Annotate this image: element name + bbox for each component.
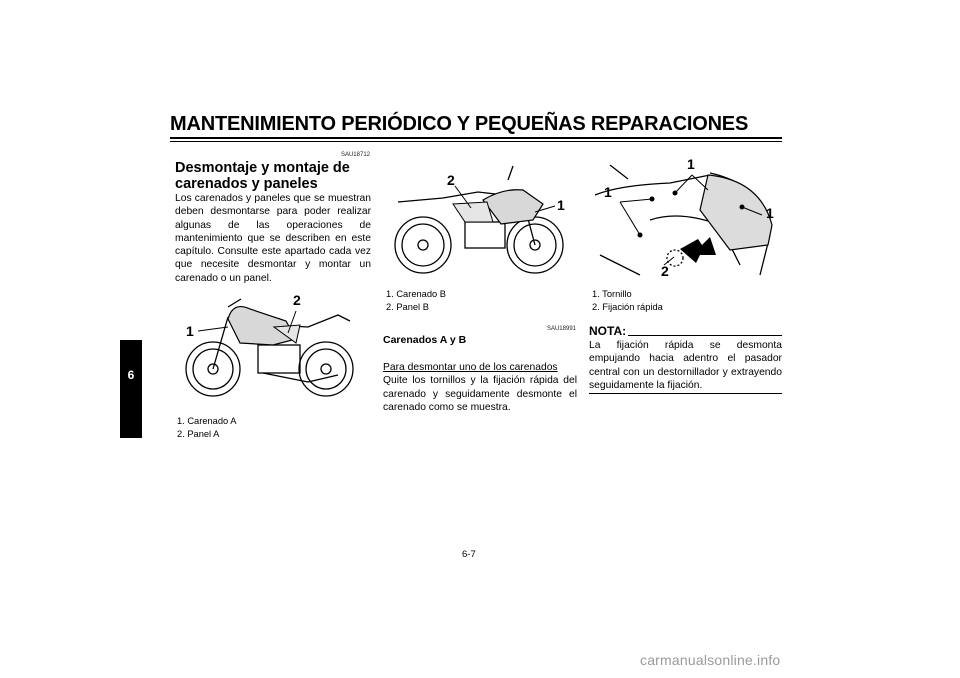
- section-heading-line1: Desmontaje y montaje de: [175, 160, 350, 176]
- motorcycle-figure-a: [178, 287, 368, 402]
- note-rule-bottom: [589, 393, 782, 394]
- figure-label: 1: [687, 156, 695, 172]
- figure-label: 2: [293, 292, 301, 308]
- figure-caption: [386, 288, 446, 313]
- page-title: MANTENIMIENTO PERIÓDICO Y PEQUEÑAS REPARACIONES: [170, 113, 749, 135]
- note-body: La fijación rápida se desmonta empujando hacia adentro el pasador central con un destornillador y extrayendo seguidamente la fijación.: [589, 340, 782, 391]
- figure-label: 1: [557, 197, 565, 213]
- note-label: NOTA:: [589, 324, 627, 338]
- caption-item: 2. Panel A: [177, 428, 220, 439]
- figure-label: 1: [186, 323, 194, 339]
- header-rule: [170, 137, 782, 139]
- procedure-paragraph: Para desmontar uno de los carenados Quite los tornillos y la fijación rápida del carenado y seguidamente desmonte el carenado como se muestra.: [383, 362, 577, 413]
- subsection-heading: Carenados A y B: [383, 334, 467, 346]
- section-code: SAU18712: [340, 152, 370, 158]
- chapter-tab: 6: [120, 340, 142, 438]
- section-heading: [175, 160, 375, 192]
- caption-item: 2. Panel B: [386, 301, 429, 312]
- caption-item: 1. Tornillo: [592, 289, 632, 299]
- procedure-title: Para desmontar uno de los carenados: [383, 362, 558, 373]
- section-code: SAU18991: [546, 326, 576, 332]
- leader-line: [675, 175, 692, 193]
- header-rule-thin: [170, 141, 782, 142]
- caption-item: 1. Carenado A: [177, 416, 237, 426]
- fairing-detail-figure: [590, 155, 782, 280]
- motorcycle-figure-b: [383, 160, 578, 280]
- leader-line: [620, 199, 652, 202]
- caption-item: 1. Carenado B: [386, 289, 446, 299]
- note-rule-top: [628, 335, 782, 336]
- watermark[interactable]: carmanualsonline.info: [640, 652, 781, 668]
- figure-caption: [592, 288, 663, 313]
- figure-label: 2: [661, 263, 669, 279]
- figure-label: 1: [604, 184, 612, 200]
- section-heading-line2: carenados y paneles: [175, 176, 318, 192]
- page-number: 6-7: [462, 549, 476, 560]
- leader-line: [620, 202, 640, 235]
- arrow-icon: [680, 237, 716, 263]
- caption-item: 2. Fijación rápida: [592, 301, 663, 312]
- intro-paragraph: Los carenados y paneles que se muestran deben desmontarse para poder realizar algunas de las operaciones de mantenimiento que se describen en este capítulo. Consulte este apartado cada vez que necesite desmontar y montar un carenado o un panel.: [175, 193, 371, 284]
- figure-label: 1: [766, 205, 774, 221]
- figure-label: 2: [447, 172, 455, 188]
- figure-caption: [177, 415, 236, 440]
